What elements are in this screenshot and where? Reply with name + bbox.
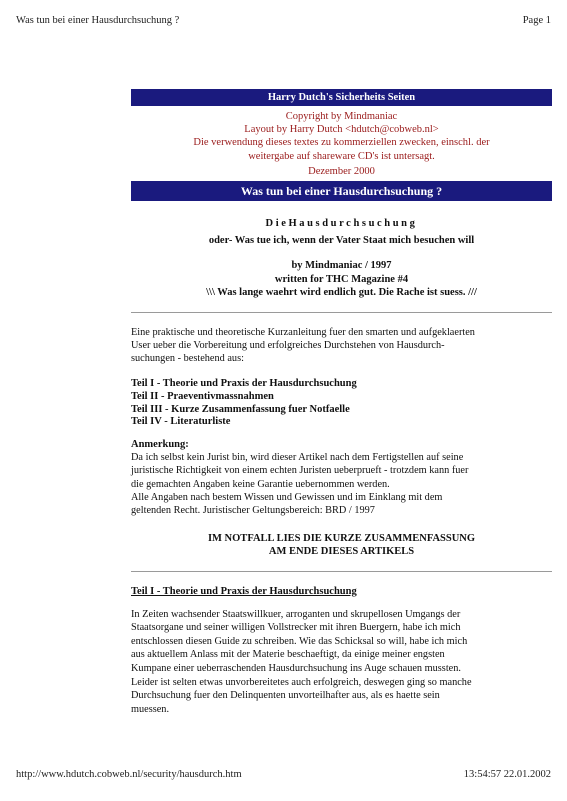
site-title-banner: Harry Dutch's Sicherheits Seiten xyxy=(131,89,552,106)
article-heading: DieHausdurchsuchung xyxy=(265,218,418,230)
table-of-contents xyxy=(131,378,552,428)
usage-notice-line-1: Die verwendung dieses textes zu kommerziellen zwecken, einschl. der xyxy=(193,137,490,149)
section-1-line: entschlossen diesen Guide zu schreiben. Wie das Schicksal so will, habe ich mich xyxy=(131,635,468,647)
note-line: juristische Richtigkeit von einem echten Juristen ueberprueft - trotzdem kann fuer xyxy=(131,465,469,477)
print-page-number: Page 1 xyxy=(522,15,551,26)
toc-item-part-2: Teil II - Praeventivmassnahmen xyxy=(131,391,274,402)
print-footer xyxy=(16,769,551,780)
note-line: geltenden Recht. Juristischer Geltungsbereich: BRD / 1997 xyxy=(131,505,375,517)
divider xyxy=(131,312,552,313)
copyright-block xyxy=(131,110,552,178)
section-1-line: Kumpane einer ueberraschenden Hausdurchsuchung ins Auge schauen mussten. xyxy=(131,662,461,674)
motto-line: \\\ Was lange waehrt wird endlich gut. Die Rache ist suess. /// xyxy=(206,287,477,299)
section-1-line: Durchsuchung fuer den Delinquenten unvorteilhafter aus, als es haette sein xyxy=(131,690,440,702)
emergency-notice-line-2: AM ENDE DIESES ARTIKELS xyxy=(268,546,415,558)
note-line: die gemachten Angaben keine Garantie uebernommen werden. xyxy=(131,478,390,490)
print-timestamp: 13:54:57 22.01.2002 xyxy=(463,769,551,780)
section-1-title: Teil I - Theorie und Praxis der Hausdurchsuchung xyxy=(131,585,357,597)
note-line: Da ich selbst kein Jurist bin, wird dieser Artikel nach dem Fertigstellen auf seine xyxy=(131,452,464,464)
note-line: Alle Angaben nach bestem Wissen und Gewissen und im Einklang mit dem xyxy=(131,491,443,503)
intro-line: User ueber die Vorbereitung und erfolgreiches Durchstehen von Hausdurch- xyxy=(131,339,445,351)
article-title-banner: Was tun bei einer Hausdurchsuchung ? xyxy=(131,181,552,201)
copyright-line: Copyright by Mindmaniac xyxy=(285,111,398,122)
publication-date: Dezember 2000 xyxy=(308,165,375,177)
intro-paragraph xyxy=(131,326,552,366)
divider xyxy=(131,571,552,572)
intro-line: suchungen - bestehend aus: xyxy=(131,353,244,365)
section-1-line: muessen. xyxy=(131,703,170,715)
article-subheading: oder- Was tue ich, wenn der Vater Staat mich besuchen will xyxy=(208,234,475,246)
intro-line: Eine praktische und theoretische Kurzanleitung fuer den smarten und aufgeklaerten xyxy=(131,326,475,338)
written-for-line: written for THC Magazine #4 xyxy=(274,273,409,285)
toc-item-part-3: Teil III - Kurze Zusammenfassung fuer Notfaelle xyxy=(131,403,350,415)
toc-item-part-4: Teil IV - Literaturliste xyxy=(131,416,231,428)
author-line: by Mindmaniac / 1997 xyxy=(291,260,392,272)
usage-notice-line-2: weitergabe auf shareware CD's ist untersagt. xyxy=(248,150,435,162)
section-1-line: aus aktuellem Anlass mit der Materie beschaeftigt, da einige meiner engsten xyxy=(131,649,445,661)
print-header xyxy=(16,15,551,26)
source-url: http://www.hdutch.cobweb.nl/security/hausdurch.htm xyxy=(16,769,242,780)
note-heading: Anmerkung: xyxy=(131,438,189,450)
layout-line: Layout by Harry Dutch <hdutch@cobweb.nl> xyxy=(244,124,439,136)
article-content xyxy=(131,89,552,716)
section-1-line: Leider ist selten etwas unvorbereitetes auch erfolgreich, deswegen ging so manche xyxy=(131,676,472,688)
note-paragraph xyxy=(131,451,552,517)
section-1-line: In Zeiten wachsender Staatswillkuer, arroganten und skrupellosen Umgangs der xyxy=(131,608,461,620)
emergency-notice-line-1: IM NOTFALL LIES DIE KURZE ZUSAMMENFASSUNG xyxy=(207,532,476,544)
print-header-title: Was tun bei einer Hausdurchsuchung ? xyxy=(16,15,180,26)
toc-item-part-1: Teil I - Theorie und Praxis der Hausdurchsuchung xyxy=(131,378,357,390)
section-1-line: Staatsorgane und seiner willigen Vollstrecker mit ihren Buergern, habe ich mich xyxy=(131,622,461,634)
section-1-paragraph xyxy=(131,608,552,717)
